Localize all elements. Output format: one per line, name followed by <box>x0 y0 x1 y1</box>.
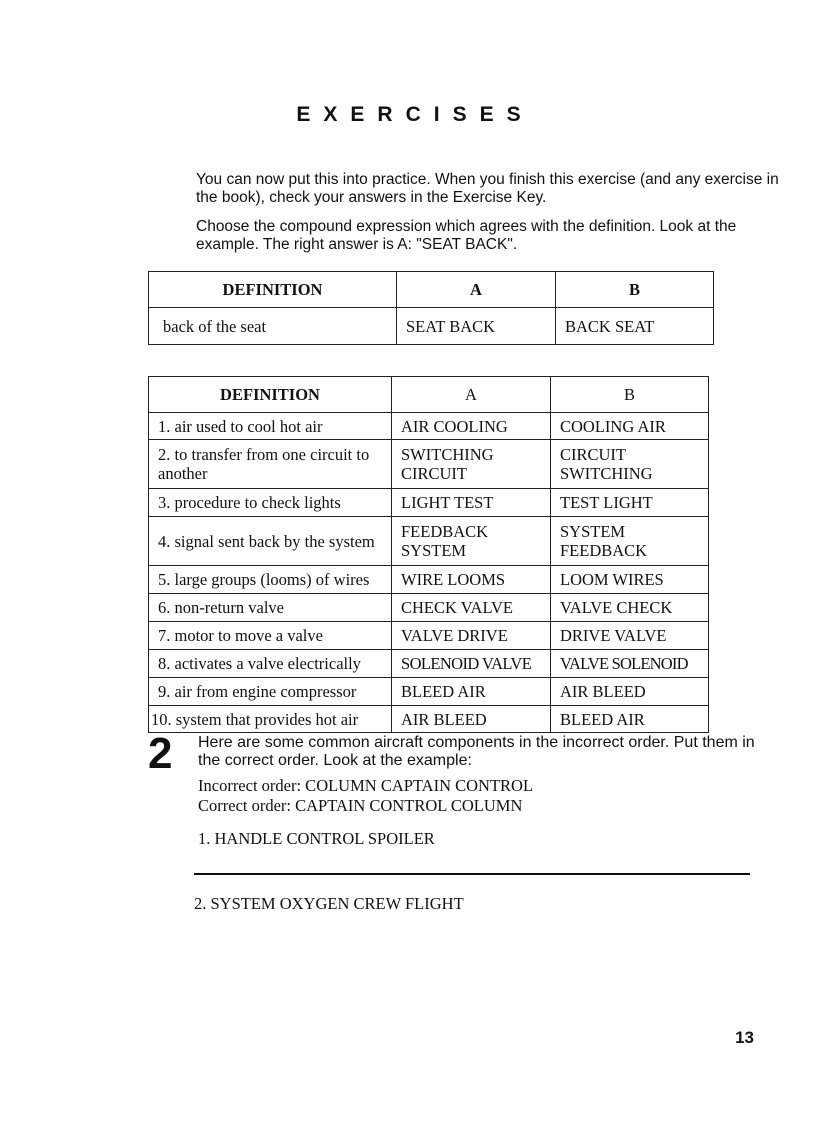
exercise-table <box>148 376 709 733</box>
table-row <box>149 594 709 622</box>
option-a-cell: LIGHT TEST <box>392 489 551 517</box>
option-a-cell: BLEED AIR <box>392 678 551 706</box>
option-b-cell: TEST LIGHT <box>551 489 709 517</box>
answer-line <box>194 873 750 875</box>
section-number: 2 <box>148 729 173 778</box>
option-b-cell: VALVE SOLENOID <box>551 650 709 678</box>
option-b-cell: SYSTEM FEEDBACK <box>551 517 709 566</box>
option-b-cell: BLEED AIR <box>551 706 709 733</box>
table-row <box>149 650 709 678</box>
table-row <box>149 706 709 733</box>
example-row <box>149 308 714 345</box>
exercise-item-2: 2. SYSTEM OXYGEN CREW FLIGHT <box>194 894 464 913</box>
option-a-cell: VALVE DRIVE <box>392 622 551 650</box>
exercise-item-1: 1. HANDLE CONTROL SPOILER <box>198 829 435 848</box>
example-header-b: B <box>556 272 714 308</box>
option-a-cell: AIR BLEED <box>392 706 551 733</box>
example-table-header <box>149 272 714 308</box>
definition-cell: 8. activates a valve electrically <box>149 650 392 678</box>
option-b-cell: COOLING AIR <box>551 413 709 440</box>
definition-cell: 4. signal sent back by the system <box>149 517 392 566</box>
definition-cell: 2. to transfer from one circuit to another <box>149 440 392 489</box>
definition-cell: 9. air from engine compressor <box>149 678 392 706</box>
option-b-cell: DRIVE VALVE <box>551 622 709 650</box>
correct-order-example: Correct order: CAPTAIN CONTROL COLUMN <box>198 796 523 815</box>
exercise-header-definition: DEFINITION <box>149 377 392 413</box>
intro-paragraph-1: You can now put this into practice. When you finish this exercise (and any exercise in the book), check your answers in the Exercise Key. <box>196 171 779 206</box>
table-row <box>149 622 709 650</box>
definition-cell: 3. procedure to check lights <box>149 489 392 517</box>
page-title: EXERCISES <box>296 103 534 126</box>
option-a-cell: FEEDBACK SYSTEM <box>392 517 551 566</box>
option-b-cell: AIR BLEED <box>551 678 709 706</box>
option-a-cell: SOLENOID VALVE <box>392 650 551 678</box>
example-table <box>148 271 714 345</box>
option-b-cell: LOOM WIRES <box>551 566 709 594</box>
exercise-header-a: A <box>392 377 551 413</box>
intro-paragraph-2: Choose the compound expression which agrees with the definition. Look at the example. The right answer is A: "SEAT BACK". <box>196 218 737 253</box>
example-header-a: A <box>397 272 556 308</box>
definition-cell: 7. motor to move a valve <box>149 622 392 650</box>
option-a-cell: CHECK VALVE <box>392 594 551 622</box>
option-b-cell: VALVE CHECK <box>551 594 709 622</box>
example-definition: back of the seat <box>149 308 397 345</box>
example-option-a: SEAT BACK <box>397 308 556 345</box>
table-row <box>149 489 709 517</box>
option-a-cell: SWITCHING CIRCUIT <box>392 440 551 489</box>
option-b-cell: CIRCUIT SWITCHING <box>551 440 709 489</box>
table-row <box>149 413 709 440</box>
definition-cell: 5. large groups (looms) of wires <box>149 566 392 594</box>
section-2-instruction: Here are some common aircraft components in the incorrect order. Put them in the correct order. Look at the example: <box>198 734 755 769</box>
definition-cell: 10. system that provides hot air <box>149 706 392 733</box>
definition-cell: 6. non-return valve <box>149 594 392 622</box>
page-number: 13 <box>735 1028 754 1047</box>
option-a-cell: AIR COOLING <box>392 413 551 440</box>
definition-cell: 1. air used to cool hot air <box>149 413 392 440</box>
exercise-header-b: B <box>551 377 709 413</box>
exercise-table-header <box>149 377 709 413</box>
example-option-b: BACK SEAT <box>556 308 714 345</box>
table-row <box>149 440 709 489</box>
table-row <box>149 517 709 566</box>
example-header-definition: DEFINITION <box>149 272 397 308</box>
table-row <box>149 566 709 594</box>
table-row <box>149 678 709 706</box>
incorrect-order-example: Incorrect order: COLUMN CAPTAIN CONTROL <box>198 776 534 795</box>
option-a-cell: WIRE LOOMS <box>392 566 551 594</box>
